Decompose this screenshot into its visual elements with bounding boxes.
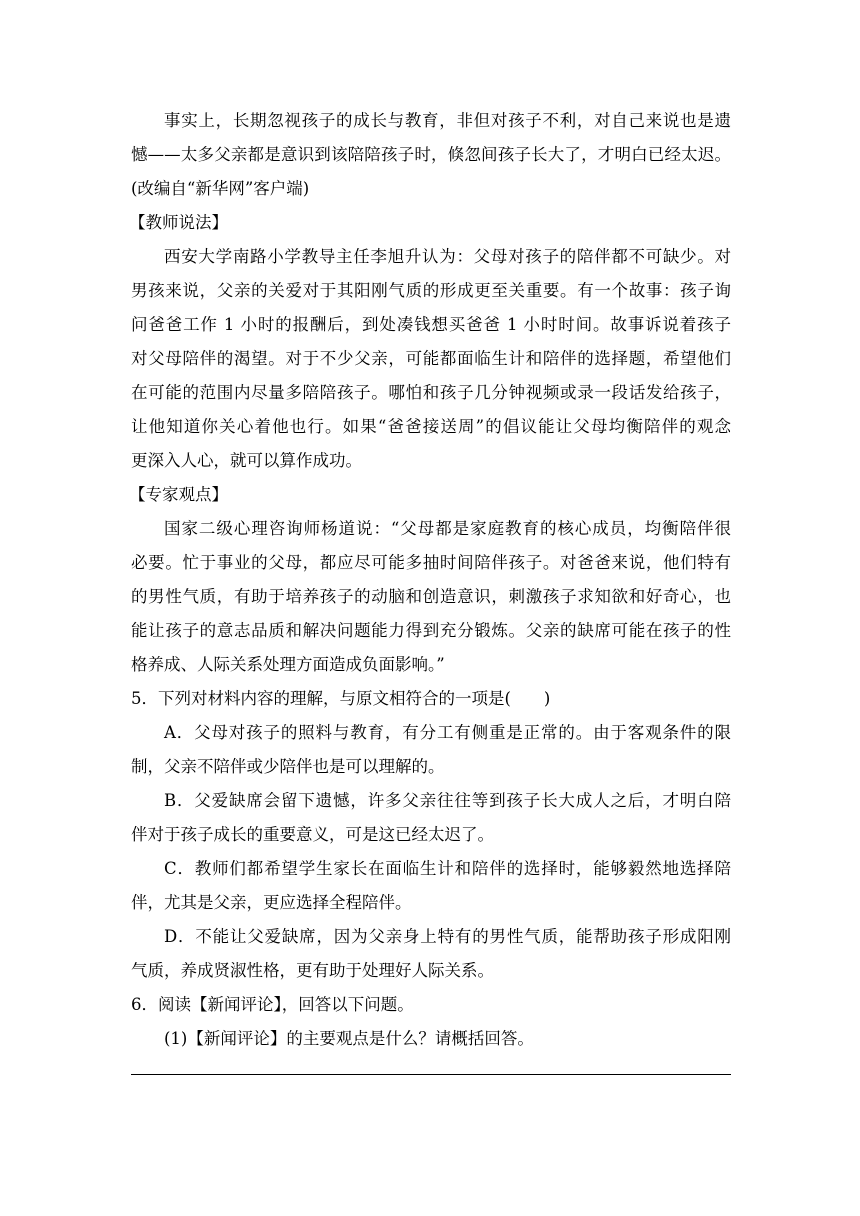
option-a: [131, 716, 731, 784]
paragraph-line: 对父母陪伴的渴望。对于不少父亲，可能都面临生计和陪伴的选择题，希望他们: [131, 349, 731, 368]
option-c: [131, 852, 731, 920]
paragraph-line: 格养成、人际关系处理方面造成负面影响。”: [131, 655, 445, 674]
option-line: A．父母对孩子的照料与教育，有分工有侧重是正常的。由于客观条件的限: [164, 723, 731, 742]
question-stem: 5．下列对材料内容的理解，与原文相符合的一项是( ): [131, 689, 551, 708]
paragraph-line: 在可能的范围内尽量多陪陪孩子。哪怕和孩子几分钟视频或录一段话发给孩子，: [131, 383, 731, 402]
section-heading-teacher: 【教师说法】: [129, 213, 228, 232]
paragraph-line: 必要。忙于事业的父母，都应尽可能多抽时间陪伴孩子。对爸爸来说，他们特有: [131, 553, 731, 572]
question-stem: 6．阅读【新闻评论】，回答以下问题。: [131, 995, 414, 1014]
source-note: (改编自“新华网”客户端): [131, 179, 310, 198]
section-heading-expert: 【专家观点】: [129, 485, 228, 504]
paragraph-line: 事实上，长期忽视孩子的成长与教育，非但对孩子不利，对自己来说也是遗: [164, 111, 731, 130]
option-line: C．教师们都希望学生家长在面临生计和陪伴的选择时，能够毅然地选择陪: [164, 859, 731, 878]
passage-end: [131, 104, 731, 206]
paragraph-line: 更深入人心，就可以算作成功。: [131, 451, 362, 470]
option-d: [131, 920, 731, 988]
option-line: 制，父亲不陪伴或少陪伴也是可以理解的。: [131, 757, 445, 776]
paragraph-line: 的男性气质，有助于培养孩子的动脑和创造意识，刺激孩子求知欲和好奇心，也: [131, 587, 731, 606]
paragraph-line: 国家二级心理咨询师杨道说：“父母都是家庭教育的核心成员，均衡陪伴很: [164, 519, 731, 538]
paragraph-line: 憾——太多父亲都是意识到该陪陪孩子时，倏忽间孩子长大了，才明白已经太迟。: [131, 145, 731, 164]
paragraph-line: 男孩来说，父亲的关爱对于其阳刚气质的形成更至关重要。有一个故事：孩子询: [131, 281, 731, 300]
document-page: [131, 104, 731, 1056]
option-line: D．不能让父爱缺席，因为父亲身上特有的男性气质，能帮助孩子形成阳刚: [164, 927, 731, 946]
question-6: [131, 988, 731, 1056]
option-line: B．父爱缺席会留下遗憾，许多父亲往往等到孩子长大成人之后，才明白陪: [164, 791, 731, 810]
paragraph-line: 西安大学南路小学教导主任李旭升认为：父母对孩子的陪伴都不可缺少。对: [164, 247, 731, 266]
paragraph-line: 能让孩子的意志品质和解决问题能力得到充分锻炼。父亲的缺席可能在孩子的性: [131, 621, 731, 640]
option-b: [131, 784, 731, 852]
paragraph-line: 让他知道你关心着他也行。如果“爸爸接送周”的倡议能让父母均衡陪伴的观念: [131, 417, 731, 436]
sub-question-1: (1)【新闻评论】的主要观点是什么？请概括回答。: [164, 1029, 534, 1048]
paragraph-line: 问爸爸工作 1 小时的报酬后，到处凑钱想买爸爸 1 小时时间。故事诉说着孩子: [131, 315, 731, 334]
teacher-section: [131, 206, 731, 478]
option-line: 伴，尤其是父亲，更应选择全程陪伴。: [131, 893, 412, 912]
question-5: [131, 682, 731, 988]
answer-line[interactable]: [131, 1074, 731, 1075]
option-line: 伴对于孩子成长的重要意义，可是这已经太迟了。: [131, 825, 494, 844]
option-line: 气质，养成贤淑性格，更有助于处理好人际关系。: [131, 961, 494, 980]
expert-section: [131, 478, 731, 682]
